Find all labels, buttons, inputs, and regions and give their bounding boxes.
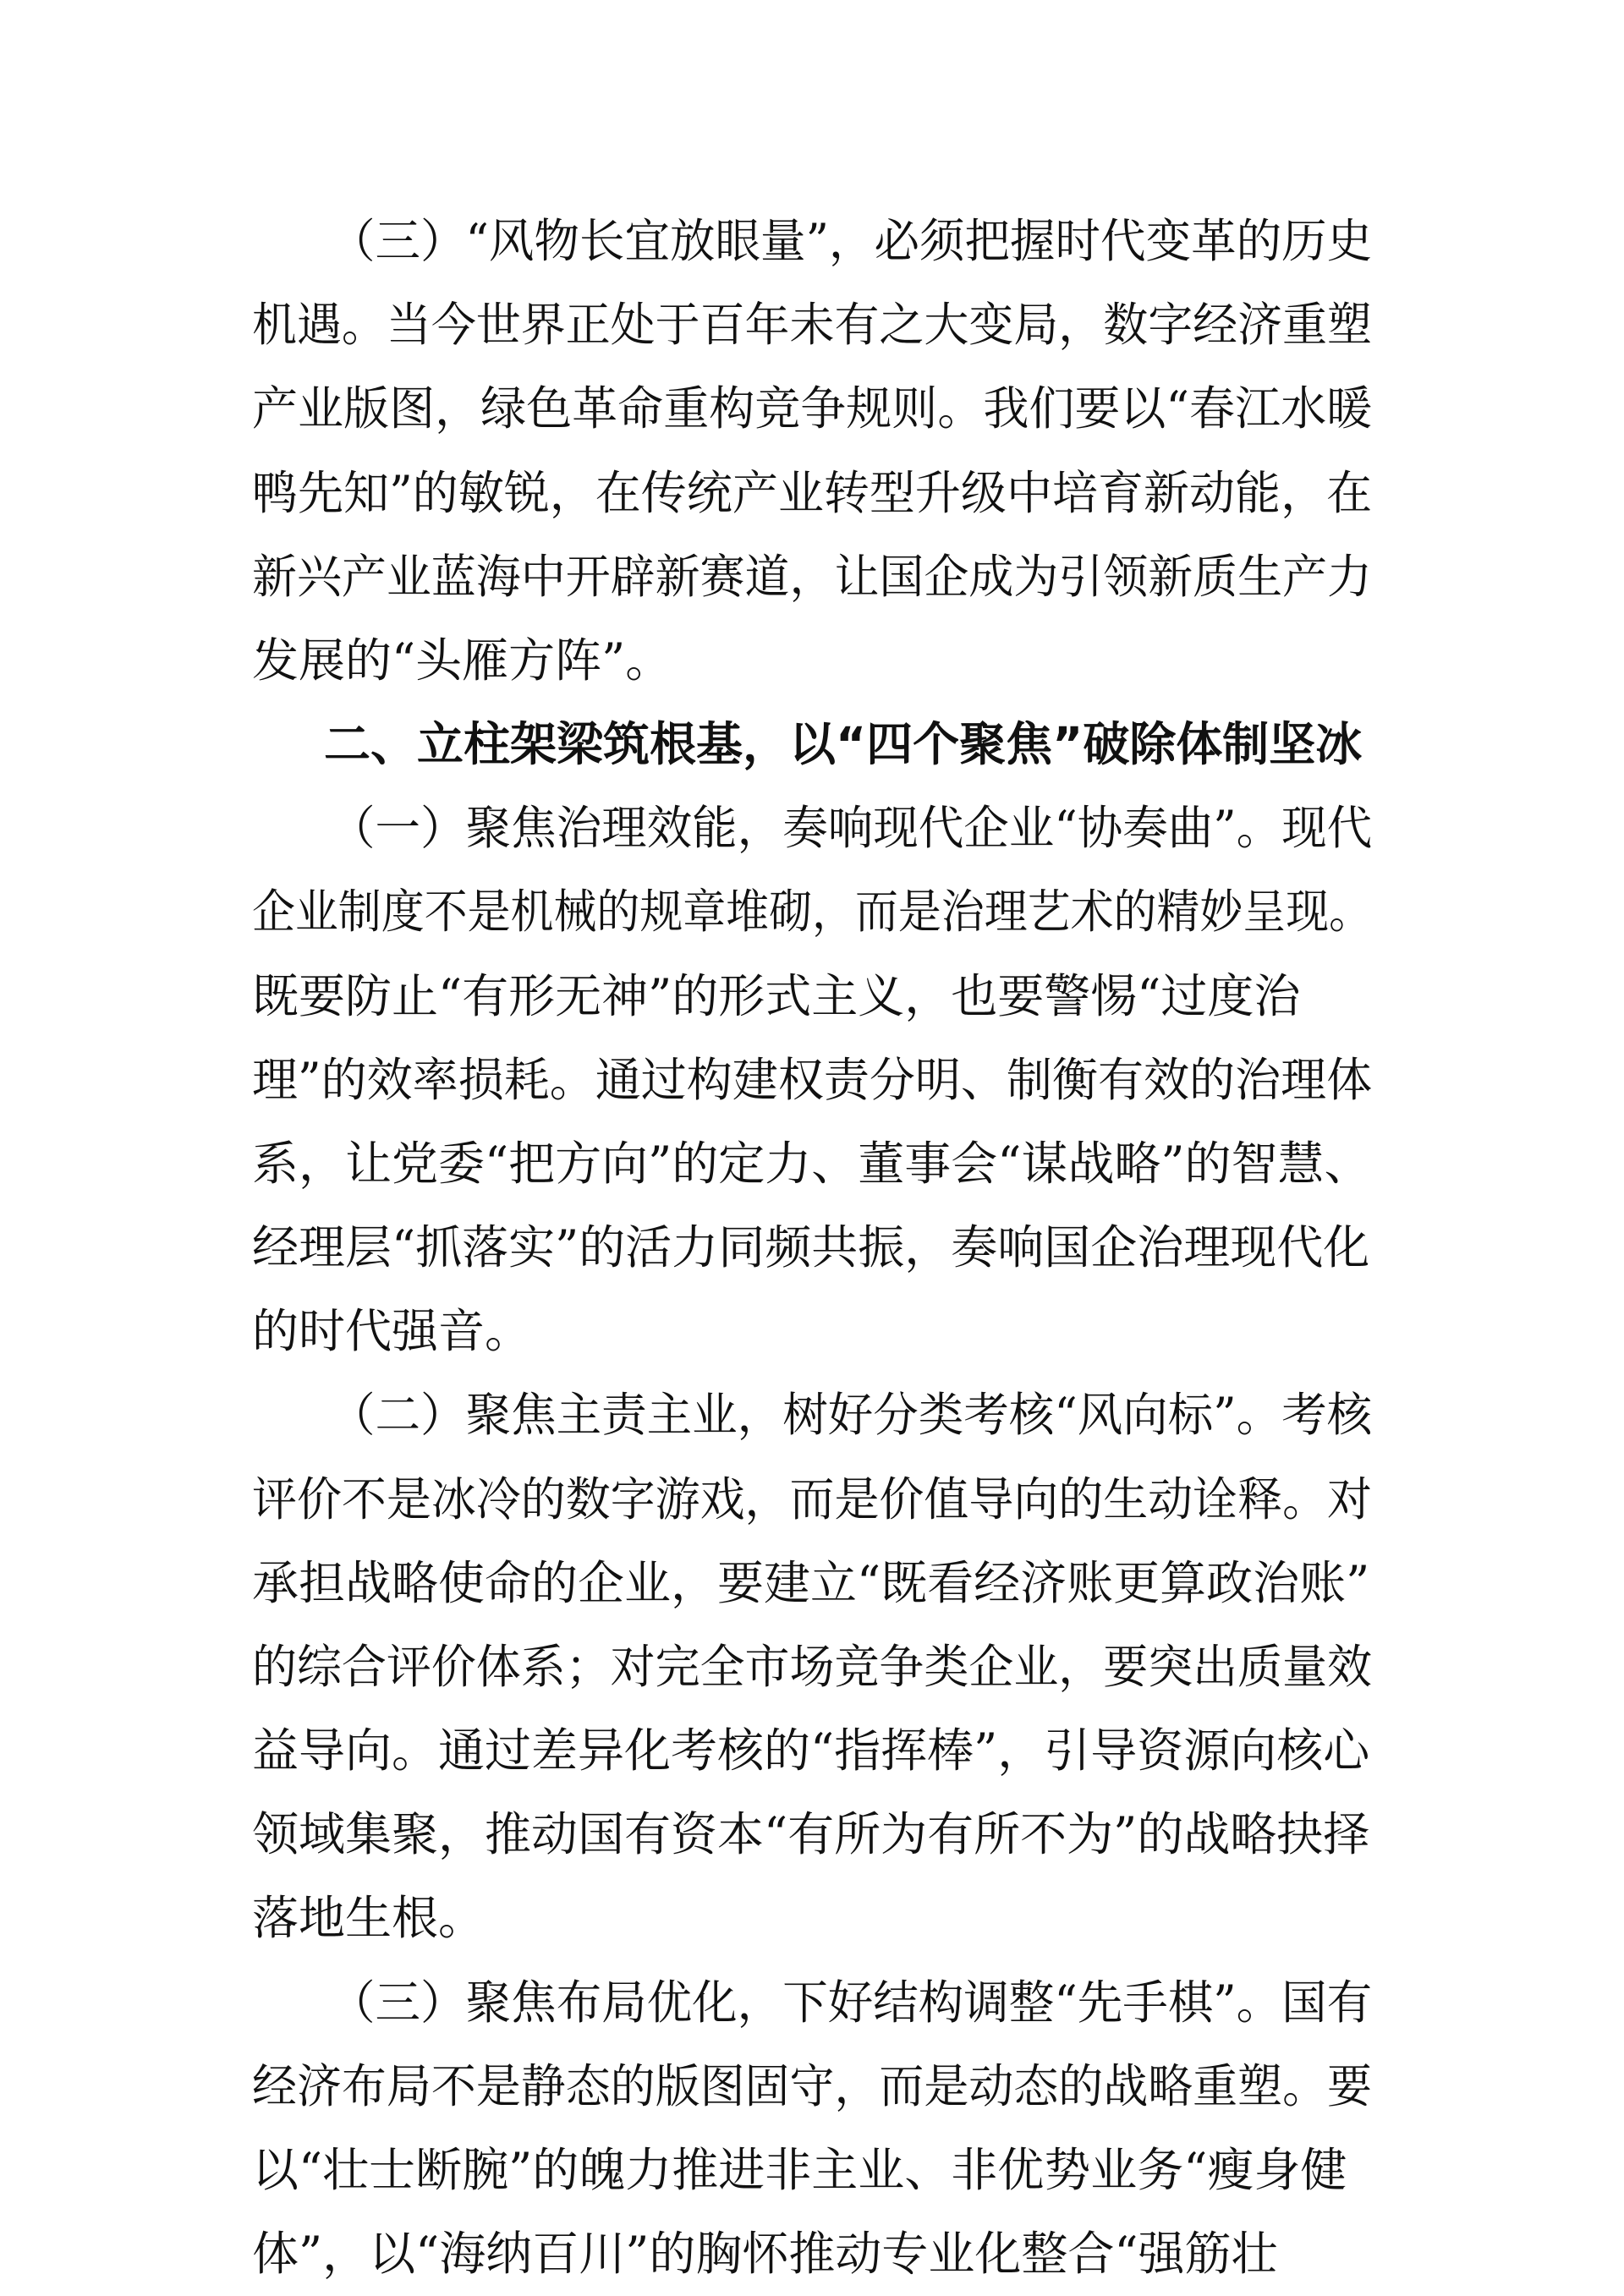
paragraph-line: （二）聚焦主责主业，树好分类考核“风向标”。考核 bbox=[330, 1388, 1373, 1442]
paragraph-line: 体”，以“海纳百川”的胸怀推动专业化整合“强筋壮 bbox=[252, 2227, 1278, 2281]
paragraph-line: 经济布局不是静态的版图固守，而是动态的战略重塑。要 bbox=[252, 2059, 1373, 2113]
paragraph-line: （三）聚焦布局优化，下好结构调整“先手棋”。国有 bbox=[330, 1975, 1373, 2030]
paragraph-line: 益导向。通过差异化考核的“指挥棒”，引导资源向核心 bbox=[252, 1723, 1370, 1778]
paragraph-line: 落地生根。 bbox=[252, 1891, 486, 1945]
section-heading: 二、立柱架梁筑根基，以“四个聚焦”破除体制坚冰 bbox=[324, 717, 1363, 771]
paragraph-line: 发展的“头雁方阵”。 bbox=[252, 633, 672, 688]
paragraph-line: 的综合评价体系；对完全市场竞争类企业，要突出质量效 bbox=[252, 1640, 1373, 1694]
paragraph-line: 新兴产业蓝海中开辟新赛道，让国企成为引领新质生产力 bbox=[252, 550, 1373, 604]
paragraph-line: 鸭先知”的敏锐，在传统产业转型升级中培育新动能，在 bbox=[252, 466, 1373, 520]
paragraph-line: 产业版图，绿色革命重构竞争规则。我们要以“春江水暖 bbox=[252, 381, 1373, 436]
paragraph-line: 以“壮士断腕”的魄力推进非主业、非优势业务“瘦身健 bbox=[252, 2143, 1347, 2197]
paragraph-line: 评价不是冰冷的数字游戏，而是价值导向的生动诠释。对 bbox=[252, 1472, 1373, 1526]
paragraph-line: 系，让党委“把方向”的定力、董事会“谋战略”的智慧、 bbox=[252, 1137, 1371, 1191]
paragraph-line: 领域集聚，推动国有资本“有所为有所不为”的战略抉择 bbox=[252, 1807, 1370, 1861]
paragraph-line: 既要防止“有形无神”的形式主义，也要警惕“过度治 bbox=[252, 969, 1301, 1023]
paragraph-line: 理”的效率损耗。通过构建权责分明、制衡有效的治理体 bbox=[252, 1053, 1373, 1107]
paragraph-line: 机遇。当今世界正处于百年未有之大变局，数字经济重塑 bbox=[252, 298, 1373, 352]
paragraph-line: （三）“风物长宜放眼量”，必须把握时代变革的历史 bbox=[330, 214, 1373, 268]
paragraph-line: 经理层“抓落实”的活力同频共振，奏响国企治理现代化 bbox=[252, 1220, 1370, 1274]
paragraph-line: 企业制度不是机械的规章堆砌，而是治理艺术的精妙呈现。 bbox=[252, 885, 1373, 939]
paragraph-line: 的时代强音。 bbox=[252, 1304, 532, 1358]
paragraph-line: （一）聚焦治理效能，奏响现代企业“协奏曲”。现代 bbox=[330, 801, 1373, 855]
paragraph-line: 承担战略使命的企业，要建立“既看经济账更算政治账” bbox=[252, 1556, 1370, 1610]
